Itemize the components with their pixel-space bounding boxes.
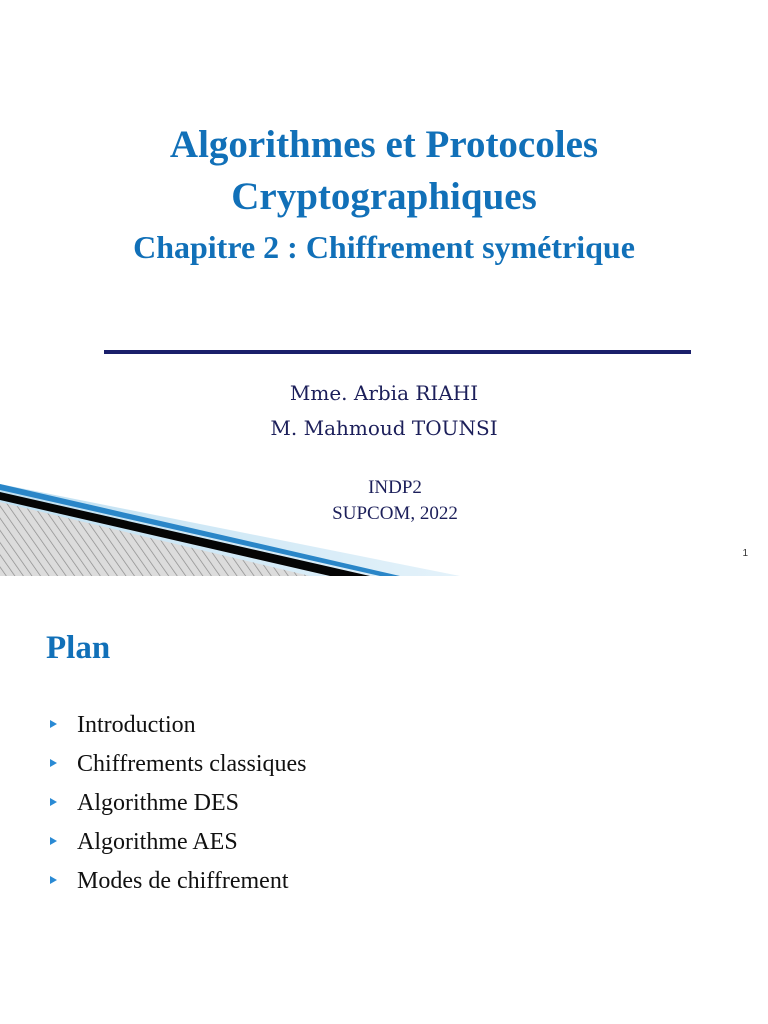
triangle-bullet-icon	[50, 720, 57, 728]
triangle-bullet-icon	[50, 876, 57, 884]
plan-item-des	[50, 784, 307, 823]
plan-item-label: Algorithme AES	[77, 829, 238, 855]
slide-separator	[0, 576, 768, 584]
plan-item-label: Introduction	[77, 712, 196, 738]
chapter-subtitle: Chapitre 2 : Chiffrement symétrique	[133, 229, 635, 265]
author-1: Mme. Arbia RIAHI	[289, 381, 479, 405]
plan-list	[50, 706, 307, 901]
decorative-wedge-graphic	[0, 470, 460, 576]
title-line-2: Cryptographiques	[231, 175, 537, 218]
title-divider	[104, 350, 691, 354]
course-code: INDP2	[368, 477, 422, 498]
school-year: SUPCOM, 2022	[332, 503, 458, 524]
plan-item-label: Chiffrements classiques	[77, 751, 307, 777]
plan-title: Plan	[46, 630, 111, 666]
plan-item-introduction	[50, 706, 307, 745]
triangle-bullet-icon	[50, 798, 57, 806]
slide-number: 1	[742, 548, 748, 559]
author-2: M. Mahmoud TOUNSI	[270, 416, 498, 440]
plan-item-label: Algorithme DES	[77, 790, 239, 816]
triangle-bullet-icon	[50, 837, 57, 845]
plan-slide	[0, 584, 768, 1024]
triangle-bullet-icon	[50, 759, 57, 767]
plan-item-classical-ciphers	[50, 745, 307, 784]
plan-item-label: Modes de chiffrement	[77, 868, 289, 894]
plan-item-aes	[50, 823, 307, 862]
plan-item-cipher-modes	[50, 862, 307, 901]
title-line-1: Algorithmes et Protocoles	[169, 123, 599, 166]
